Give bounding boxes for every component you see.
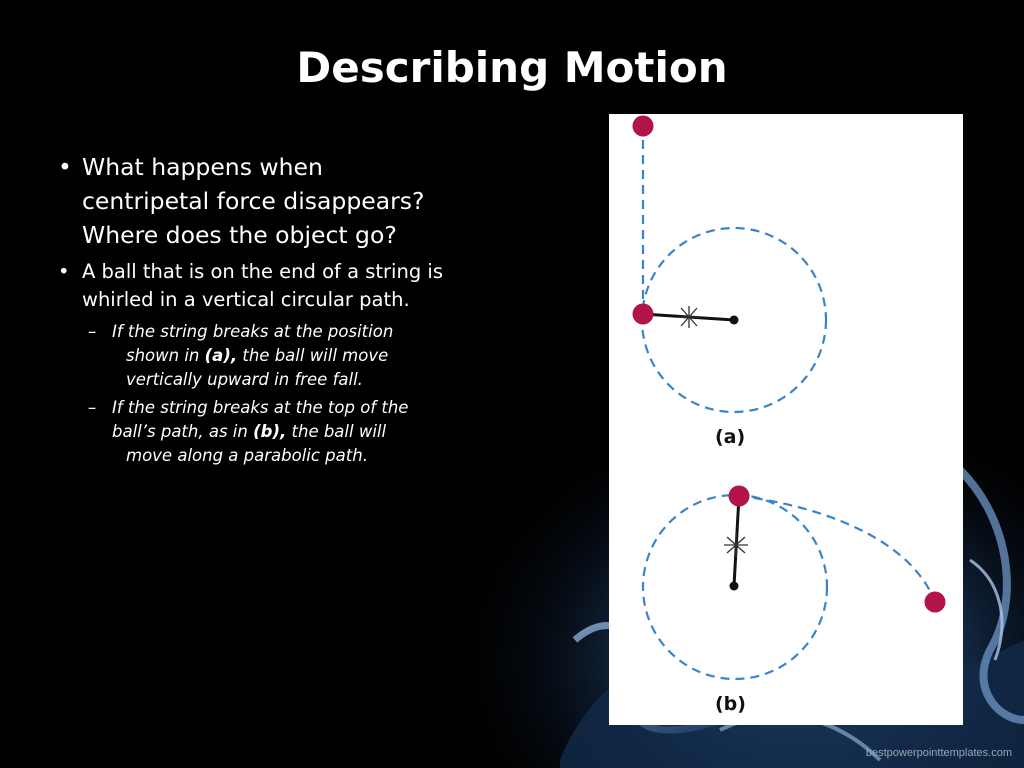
sub-bullet-case-a [88,320,528,392]
figure-label-a: (a) [715,426,746,448]
bullet-text-line: What happens when [82,153,323,181]
sub-bullet-line [88,420,528,444]
break-mark-a [678,306,700,328]
slide-title: Describing Motion [296,43,728,92]
circular-motion-diagram [609,114,963,725]
bullet-text-line: Where does the object go? [82,221,397,249]
figure-label-b: (b) [715,693,746,715]
diagram-a [633,116,827,449]
pivot-a [730,316,739,325]
sub-bullet-marker: – [88,322,97,341]
sub-bullet-line: move along a parabolic path. [126,446,368,465]
bullet-text-line: centripetal force disappears? [82,187,425,215]
sub-bullet-text: the ball will [286,422,387,441]
diagram-b [643,486,946,716]
bullet-marker: • [58,260,70,283]
sub-bullet-text: ball’s path, as in [112,422,254,441]
break-mark-b [724,533,748,557]
sub-bullet-line [88,344,528,368]
sub-bullet-marker: – [88,398,97,417]
parabolic-path-b [739,496,935,602]
watermark-text: bestpowerpointtemplates.com [865,747,1012,759]
case-a-reference: (a), [204,346,238,365]
ball-a-final [633,116,654,137]
circular-motion-figure [609,114,963,725]
sub-bullet-text: the ball will move [237,346,389,365]
bullet-centripetal-question [58,150,528,252]
bullet-marker: • [58,153,72,181]
sub-bullet-line: vertically upward in free fall. [126,370,363,389]
ball-b [729,486,750,507]
bullet-text-line: A ball that is on the end of a string is [82,260,443,283]
pivot-b [730,582,739,591]
ball-b-final [925,592,946,613]
sub-bullet-text: shown in [126,346,205,365]
ball-a [633,304,654,325]
sub-bullet-line: If the string breaks at the top of the [112,398,409,417]
case-b-reference: (b), [253,422,287,441]
bullet-ball-on-string [58,258,528,314]
sub-bullet-case-b [88,396,528,468]
bullet-text-line: whirled in a vertical circular path. [82,288,410,311]
bullet-list [58,150,528,472]
sub-bullet-line: If the string breaks at the position [112,322,394,341]
